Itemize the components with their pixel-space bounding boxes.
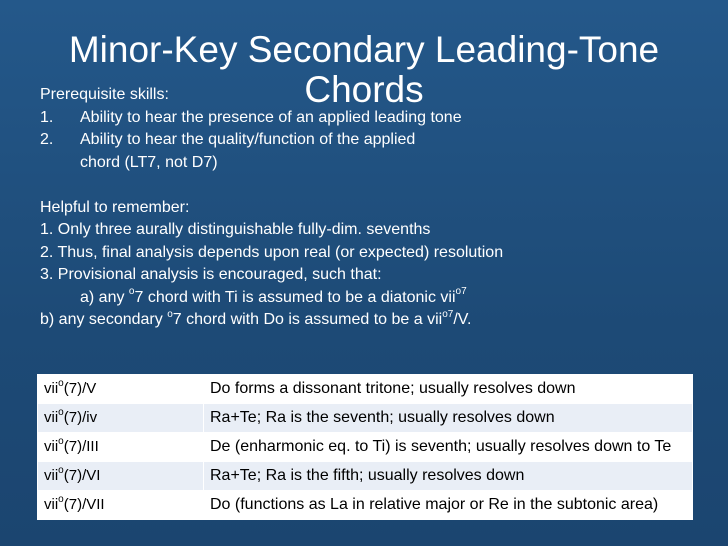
item-3a-sup2: o7	[455, 286, 467, 298]
chord-sup: o	[58, 436, 64, 447]
helpful-item-1: 1. Only three aurally distinguishable fully-dim. sevenths	[40, 221, 431, 238]
chord-cell	[38, 375, 204, 404]
chord-cell	[38, 462, 204, 491]
prereq-item-2-cont: chord (LT7, not D7)	[80, 153, 218, 171]
chord-table	[37, 374, 693, 520]
spacer	[40, 174, 700, 197]
chord-sup: o	[58, 378, 64, 389]
chord-name: vii	[44, 467, 59, 484]
item-3b-mid: 7 chord with Do is assumed to be a vii	[172, 311, 443, 328]
helpful-heading: Helpful to remember:	[40, 198, 190, 216]
title-line-2: Chords	[304, 69, 424, 110]
prereq-item-2-text: Ability to hear the quality/function of the applied	[80, 131, 416, 148]
description-cell: Do forms a dissonant tritone; usually resolves down	[204, 375, 693, 404]
chord-sup: o	[58, 494, 64, 505]
slide-body	[40, 84, 700, 332]
helpful-item-3: 3. Provisional analysis is encouraged, such that:	[40, 266, 382, 283]
item-3b-sup1: o	[167, 308, 173, 320]
chord-sup: o	[58, 407, 64, 418]
helpful-item-3b	[40, 309, 700, 332]
chord-name: vii	[44, 409, 59, 426]
helpful-item-2: 2. Thus, final analysis depends upon real (or expected) resolution	[40, 243, 504, 261]
description-cell: Do (functions as La in relative major or Re in the subtonic area)	[204, 491, 693, 520]
table-row	[38, 462, 693, 491]
prereq-heading: Prerequisite skills:	[40, 86, 169, 103]
prereq-item-2-num: 2.	[40, 131, 54, 148]
item-3b-sup2: o7	[442, 308, 454, 320]
chord-cell	[38, 491, 204, 520]
item-3b-post: /V.	[453, 311, 472, 328]
description-cell: De (enharmonic eq. to Ti) is seventh; usually resolves down to Te	[204, 433, 693, 462]
chord-cell	[38, 404, 204, 433]
description-cell: Ra+Te; Ra is the fifth; usually resolves down	[204, 462, 693, 491]
table-row	[38, 404, 693, 433]
helpful-item-3a	[40, 287, 700, 310]
prereq-item-2	[40, 129, 700, 152]
item-3a-mid: 7 chord with Ti is assumed to be a diatonic vii	[134, 288, 456, 306]
table-row	[38, 433, 693, 462]
chord-name: vii	[44, 438, 59, 455]
chord-target: (7)/VI	[63, 467, 101, 484]
item-3a-pre: a) any	[80, 288, 129, 306]
chord-cell	[38, 433, 204, 462]
description-cell: Ra+Te; Ra is the seventh; usually resolves down	[204, 404, 693, 433]
table-row	[38, 375, 693, 404]
title-line-1: Minor-Key Secondary Leading-Tone	[68, 29, 660, 70]
chord-target: (7)/iv	[63, 409, 98, 426]
chord-sup: o	[58, 465, 64, 476]
prereq-item-1-text: Ability to hear the presence of an applied leading tone	[80, 108, 462, 126]
prereq-item-1-num: 1.	[40, 108, 54, 126]
chord-name: vii	[44, 380, 59, 397]
item-3b-pre: b) any secondary	[40, 311, 168, 328]
chord-name: vii	[44, 496, 59, 513]
chord-target: (7)/III	[63, 438, 99, 455]
table-row	[38, 491, 693, 520]
chord-target: (7)/V	[63, 380, 97, 397]
item-3a-sup1: o	[128, 286, 135, 298]
prereq-item-1	[40, 107, 700, 130]
chord-target: (7)/VII	[63, 496, 105, 513]
